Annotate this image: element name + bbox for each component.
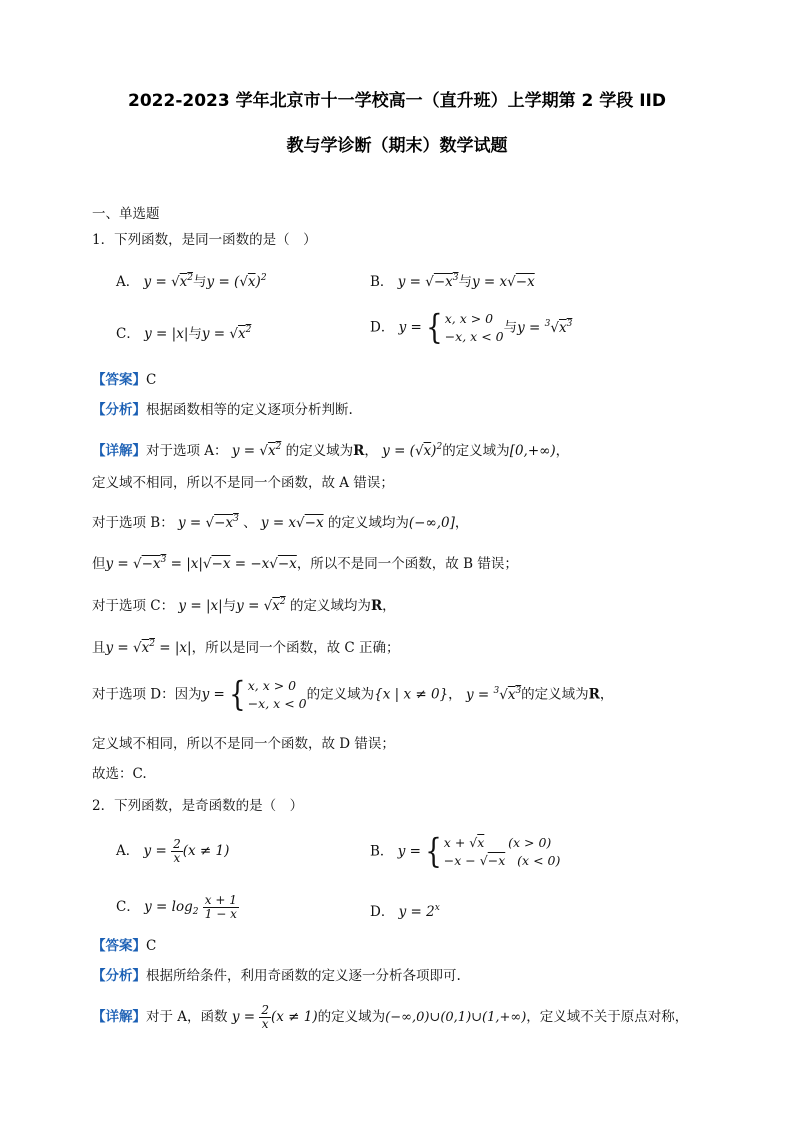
math: R: [353, 443, 365, 459]
q1-option-a: A． $y = √x^2$与$y = (√x)^2$: [116, 273, 267, 290]
q2-option-a: A． y = $\frac{2}{x}$ (x ≠ 1): [116, 837, 230, 865]
math: $y = \log_2$: [144, 899, 199, 917]
q1-detail-3: 对于选项 B： $y = √-x^3$ 、 y = x√−x 的定义域均为(−∞,0]，: [92, 514, 469, 531]
math: y =: [231, 1009, 260, 1025]
q1-answer: 【答案】C: [92, 372, 157, 388]
math: y =: [143, 843, 172, 859]
q1-detail-2: 定义域不相同，所以不是同一个函数，故 A 错误；: [92, 475, 394, 491]
math: $y = √-x^3 = |x|√-x = -x√-x$: [105, 555, 297, 572]
math: $y = √x^2$: [236, 597, 286, 614]
q2-option-d: D． $y = 2^x$: [370, 903, 440, 920]
math: $y = √x^2$: [143, 273, 194, 290]
math: [0,+∞): [509, 443, 556, 459]
math: $y = √-x^3$: [397, 273, 459, 290]
q1-detail-5: 对于选项 C： y = |x|与$y = √x^2$ 的定义域均为R，: [92, 597, 396, 614]
math: R: [370, 598, 383, 614]
math: y = x√−x: [260, 515, 324, 531]
fraction: $\frac{2}{x}$: [173, 837, 181, 865]
math: $y = √x^2$: [231, 442, 282, 459]
q1-option-b: B． $y = √-x^3$与y = x√−x: [370, 273, 535, 290]
math: y =: [397, 843, 421, 860]
math: $y = (√x)^2$: [206, 273, 267, 290]
q1-detail-9: 故选：C.: [92, 766, 147, 782]
fraction: $\frac{2}{x}$: [261, 1003, 270, 1031]
math: R: [588, 686, 600, 703]
brace: {: [229, 675, 246, 715]
q1-detail-4: 但$y = √-x^3 = |x|√-x = -x√-x$，所以不是同一个函数，故 B 错误；: [92, 555, 518, 572]
math: (−∞,0)∪(0,1)∪(1,+∞): [385, 1010, 527, 1025]
fraction: $\frac{x + 1}{1 - x}$: [204, 893, 237, 921]
math: $y = (√x)^2$: [382, 442, 443, 459]
math: (x ≠ 1): [271, 1009, 318, 1025]
q1-stem: 1．下列函数，是同一函数的是（ ）: [92, 232, 317, 248]
q2-option-b: B． y = { x + √x (x > 0) −x − √−x (x < 0): [370, 832, 561, 872]
q1-option-c: C． y = |x|与$y = √x^2$: [116, 325, 252, 342]
math: $y = √x^2$: [201, 325, 252, 342]
math: y =: [201, 686, 225, 703]
math: x + √x (x > 0) −x − √−x (x < 0): [443, 835, 561, 868]
section-heading: 一、单选题: [92, 206, 160, 222]
q1-detail-8: 定义域不相同，所以不是同一个函数，故 D 错误；: [92, 736, 395, 752]
math: $y = ^3√x^3$: [517, 318, 573, 336]
math: $y = √x^2 = |x|$: [105, 639, 192, 656]
q2-stem: 2．下列函数，是奇函数的是（ ）: [92, 798, 304, 814]
doc-title-line2: 教与学诊断（期末）数学试题: [286, 136, 508, 156]
math: x, x > 0 −x, x < 0: [444, 311, 504, 344]
math: (−∞,0]: [408, 515, 455, 531]
q1-option-d: D． y = { x, x > 0 −x, x < 0与$y = ^3√x^3$: [370, 308, 573, 348]
q2-option-c: C． $y = \log_2$ $\frac{x + 1}{1 - x}$: [116, 893, 237, 921]
q2-detail-1: 【详解】对于 A，函数 y = $\frac{2}{x}$ (x ≠ 1)的定义域为(−∞,0)∪(0,1)∪(1,+∞)，定义域不关于原点对称，: [92, 1003, 689, 1031]
doc-title-line1: 2022-2023 学年北京市十一学校高一（直升班）上学期第 2 学段 IID: [128, 91, 666, 111]
brace: {: [425, 832, 442, 872]
q2-analysis: 【分析】根据所给条件，利用奇函数的定义逐一分析各项即可.: [92, 968, 461, 984]
math: x, x > 0 −x, x < 0: [247, 678, 307, 711]
math: $y = √-x^3$: [178, 514, 239, 531]
math: (x ≠ 1): [182, 843, 230, 859]
math: y = |x|: [178, 598, 223, 614]
brace: {: [426, 308, 443, 348]
math: y =: [398, 319, 422, 336]
math: {x | x ≠ 0}: [374, 686, 449, 703]
math: $y = ^3√x^3$: [465, 685, 522, 703]
math: $y = 2^x$: [398, 903, 440, 920]
q1-analysis: 【分析】根据函数相等的定义逐项分析判断.: [92, 402, 353, 418]
q2-answer: 【答案】C: [92, 938, 157, 954]
math: y = |x|: [144, 326, 189, 342]
q1-detail-1: 【详解】对于选项 A： $y = √x^2$ 的定义域为R， $y = (√x)^2$的定义域为[0,+∞)，: [92, 442, 570, 459]
q1-detail-7: 对于选项 D：因为y = { x, x > 0 −x, x < 0的定义域为{x | x ≠ 0}， $y = ^3√x^3$的定义域为R，: [92, 675, 614, 715]
q1-detail-6: 且$y = √x^2 = |x|$，所以是同一个函数，故 C 正确；: [92, 639, 400, 656]
math: y = x√−x: [472, 274, 535, 290]
